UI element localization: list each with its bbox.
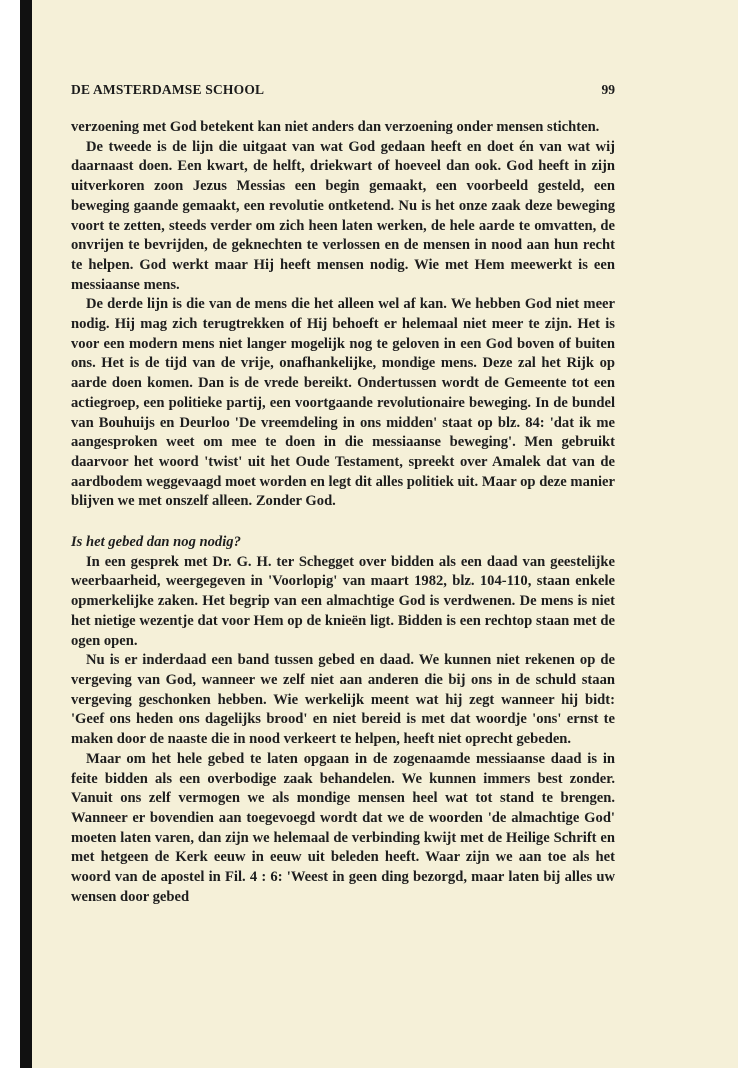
running-title: DE AMSTERDAMSE SCHOOL xyxy=(71,82,265,97)
paragraph: verzoening met God betekent kan niet anders dan verzoening onder mensen stichten. xyxy=(71,119,600,135)
scan-edge xyxy=(20,0,32,1068)
paragraph: Nu is er inderdaad een band tussen gebed en daad. We kunnen niet rekenen op de vergeving van God, wanneer we zelf niet aan anderen die bij ons in de schuld staan vergeving geschonken hebben. Wie werkelijk meent wat hij zegt wanneer hij bidt: 'Geef ons heden ons dagelijks brood' en niet bereid is met dat woordje 'ons' ernst te maken door de naaste die in nood verkeert te helpen, heeft niet oprecht gebeden. xyxy=(71,652,615,748)
section-heading: Is het gebed dan nog nodig? xyxy=(71,534,241,551)
paragraph: De tweede is de lijn die uitgaat van wat God gedaan heeft en doet én van wat wij daarnaast doen. Een kwart, de helft, driekwart of hoeveel dan ook. God heeft in zijn uitverkoren zoon Jezus Messias een begin gemaakt, een voorbeeld gesteld, een beweging gaande gemaakt, een revolutie ontketend. Nu is het onze zaak deze beweging voort te zetten, steeds verder om zich heen laten werken, de hele aarde te omvatten, de onvrijen te bevrijden, de geknechten te verlossen en de mensen in nood aan hun recht te helpen. God werkt maar Hij heeft mensen nodig. Wie met Hem meewerkt is een messiaanse mens. xyxy=(71,138,615,293)
paragraph: In een gesprek met Dr. G. H. ter Schegget over bidden als een daad van geestelijke weerbaarheid, weergegeven in 'Voorlopig' van maart 1982, blz. 104-110, staan enkele opmerkelijke zaken. Het begrip van een almachtige God is verdwenen. De mens is niet het nietige wezentje dat voor Hem op de knieën ligt. Bidden is een rechtop staan met de ogen open. xyxy=(71,553,615,649)
page-number: 99 xyxy=(601,82,615,97)
page-body xyxy=(71,118,615,907)
paragraph: De derde lijn is die van de mens die het alleen wel af kan. We hebben God niet meer nodig. Hij mag zich terugtrekken of Hij behoeft er helemaal niet meer te zijn. Het is voor een modern mens niet langer mogelijk nog te geloven in een God boven of buiten ons. Het is de tijd van de vrije, onafhankelijke, mondige mens. Deze zal het Rijk op aarde doen komen. Dan is de vrede bereikt. Ondertussen wordt de Gemeente tot een actiegroep, een politieke partij, een voortgaande revolutionaire beweging. In de bundel van Bouhuijs en Deurloo 'De vreemdeling in ons midden' staat op blz. 84: 'dat ik me aangesproken weet om mee te doen in die messiaanse beweging'. Men gebruikt daarvoor het woord 'twist' uit het Oude Testament, spreekt over Amalek dat van de aardbodem weggevaagd moet worden en legt dit alles politiek uit. Maar op deze manier blijven we met onszelf alleen. Zonder God. xyxy=(71,296,615,510)
paragraph: Maar om het hele gebed te laten opgaan in de zogenaamde messiaanse daad is in feite bidden als een overbodige zaak behandelen. We kunnen immers best zonder. Vanuit ons zelf vermogen we als mondige mensen heel wat tot stand te brengen. Wanneer er bovendien aan toegevoegd wordt dat we de woorden 'de almachtige God' moeten laten varen, dan zijn we helemaal de verbinding kwijt met de Heilige Schrift en met hetgeen de Kerk eeuw in eeuw uit beleden heeft. Waar zijn we aan toe als het woord van de apostel in Fil. 4 : 6: 'Weest in geen ding bezorgd, maar laten bij alles uw wensen door gebed xyxy=(71,750,615,905)
